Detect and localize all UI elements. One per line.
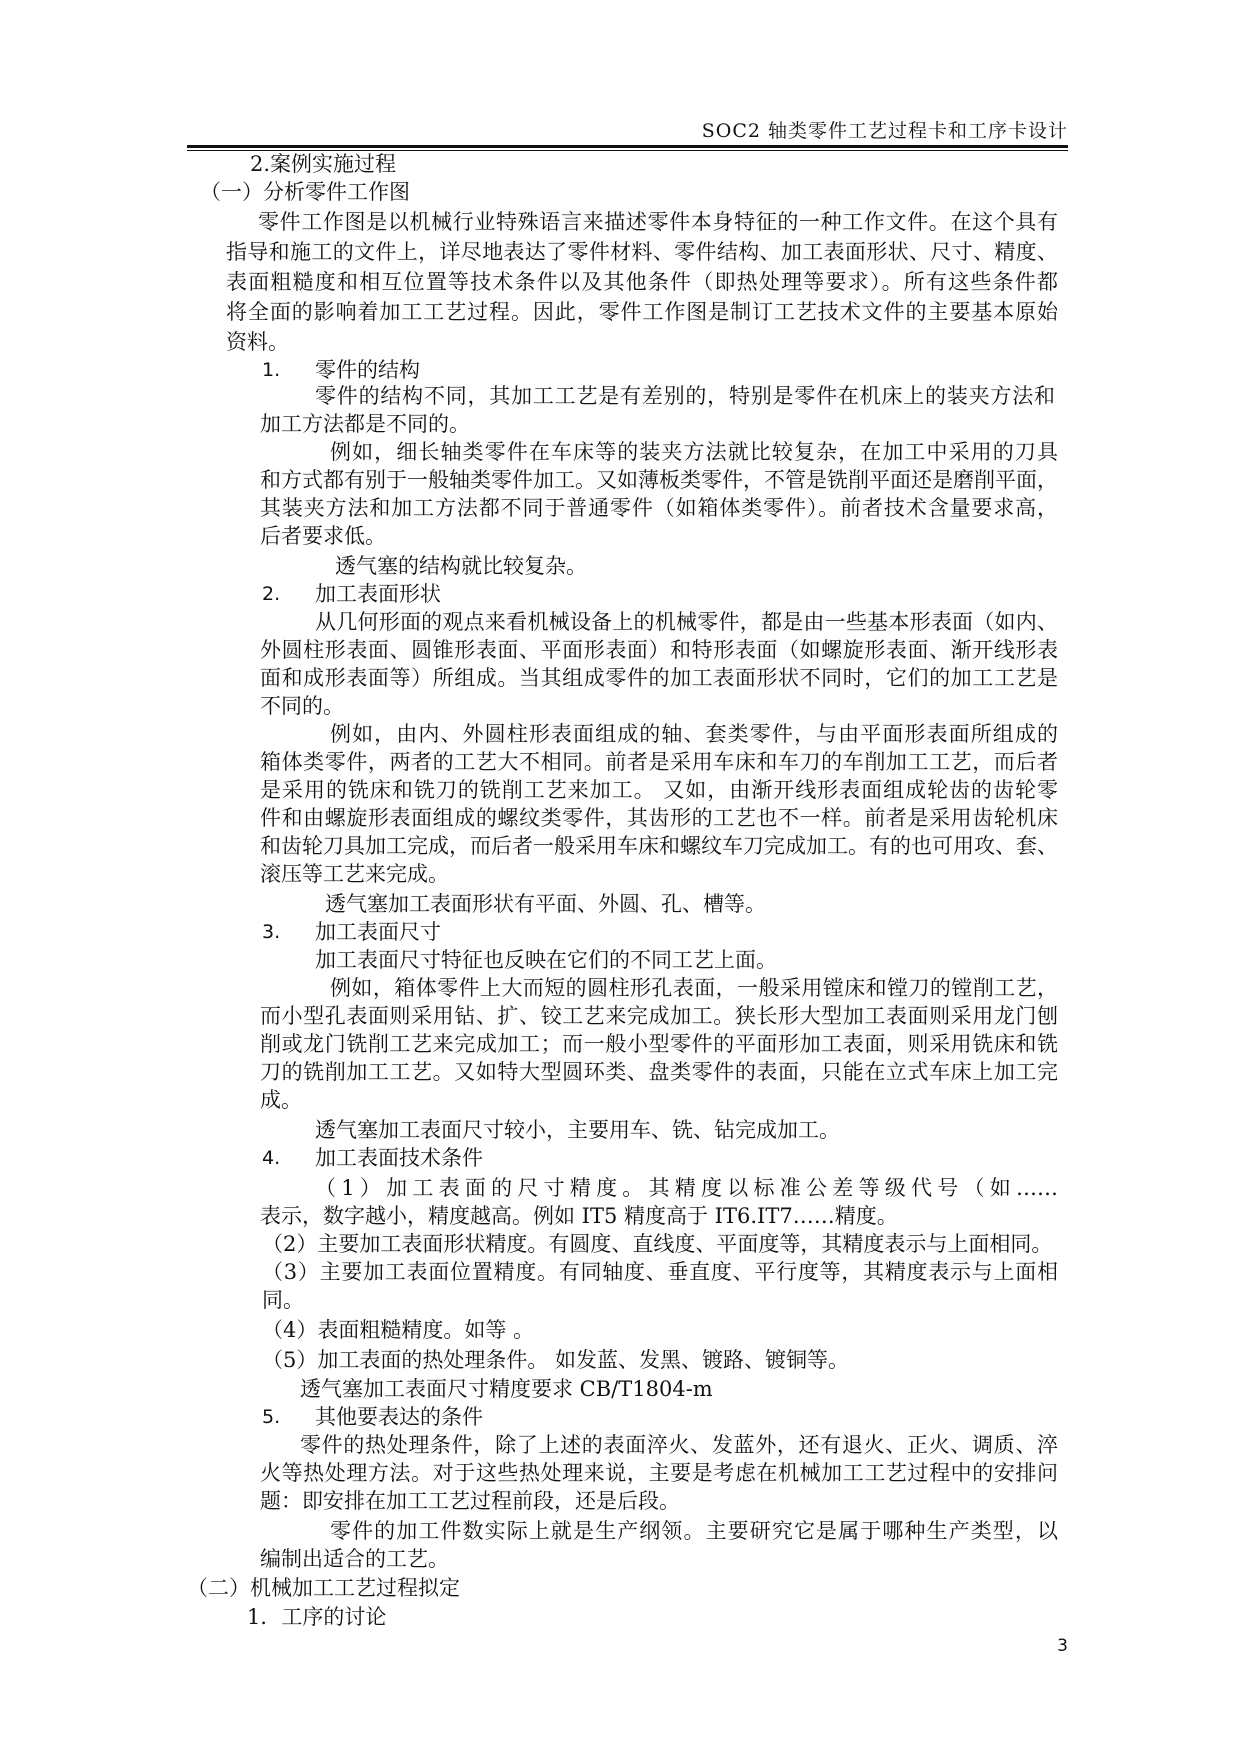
text-line: （5）加工表面的热处理条件。 如发蓝、发黑、镀路、镀铜等。 bbox=[262, 1348, 850, 1372]
text-line: （2）主要加工表面形状精度。有圆度、直线度、平面度等，其精度表示与上面相同。 bbox=[262, 1232, 1053, 1256]
text-line: 而小型孔表面则采用钻、扩、铰工艺来完成加工。狭长形大型加工表面则采用龙门刨 bbox=[260, 1004, 1058, 1028]
text-line: 例如，由内、外圆柱形表面组成的轴、套类零件，与由平面形表面所组成的 bbox=[330, 722, 1058, 746]
text-line: 零件的结构 bbox=[315, 358, 420, 382]
text-line: （4）表面粗糙精度。如等 。 bbox=[262, 1318, 535, 1342]
text-line: 和齿轮刀具加工完成，而后者一般采用车床和螺纹车刀完成加工。有的也可用攻、套、 bbox=[260, 834, 1058, 858]
text-line: 透气塞加工表面形状有平面、外圆、孔、槽等。 bbox=[325, 892, 766, 916]
text-line: 透气塞加工表面尺寸精度要求 CB/T1804-m bbox=[300, 1377, 713, 1401]
running-header: SOC2 轴类零件工艺过程卡和工序卡设计 bbox=[701, 120, 1068, 142]
list-number: 1. bbox=[262, 359, 281, 381]
text-line: 题：即安排在加工工艺过程前段，还是后段。 bbox=[260, 1489, 680, 1513]
text-line: 件和由螺旋形表面组成的螺纹类零件，其齿形的工艺也不一样。前者是采用齿轮机床 bbox=[260, 806, 1058, 830]
text-line: 同。 bbox=[262, 1288, 304, 1312]
text-line: （二）机械加工工艺过程拟定 bbox=[187, 1576, 460, 1600]
text-line: 其装夹方法和加工方法都不同于普通零件（如箱体类零件）。前者技术含量要求高， bbox=[260, 496, 1058, 520]
text-line: 是采用的铣床和铣刀的铣削工艺来加工。 又如，由渐开线形表面组成轮齿的齿轮零 bbox=[260, 778, 1058, 802]
text-line: 表示，数字越小，精度越高。例如 IT5 精度高于 IT6.IT7……精度。 bbox=[260, 1204, 898, 1228]
text-line: 将全面的影响着加工工艺过程。因此，零件工作图是制订工艺技术文件的主要基本原始 bbox=[226, 300, 1058, 324]
text-line: 表面粗糙度和相互位置等技术条件以及其他条件（即热处理等要求）。所有这些条件都 bbox=[226, 270, 1058, 294]
text-line: 例如，箱体零件上大而短的圆柱形孔表面，一般采用镗床和镗刀的镗削工艺， bbox=[330, 976, 1058, 1000]
text-line: 削或龙门铣削工艺来完成加工；而一般小型零件的平面形加工表面，则采用铣床和铣 bbox=[260, 1032, 1058, 1056]
text-line: 透气塞的结构就比较复杂。 bbox=[335, 554, 587, 578]
text-line: （一）分析零件工作图 bbox=[200, 180, 410, 204]
text-line: 从几何形面的观点来看机械设备上的机械零件，都是由一些基本形表面（如内、 bbox=[315, 610, 1058, 634]
page-number: 3 bbox=[1057, 1636, 1068, 1656]
text-line: 面和成形表面等）所组成。当其组成零件的加工表面形状不同时，它们的加工工艺是 bbox=[260, 666, 1058, 690]
header-rule-thick bbox=[187, 145, 1068, 148]
text-line: 加工表面尺寸特征也反映在它们的不同工艺上面。 bbox=[315, 948, 777, 972]
list-number: 3. bbox=[262, 921, 281, 943]
text-line: 透气塞加工表面尺寸较小，主要用车、铣、钻完成加工。 bbox=[315, 1118, 840, 1142]
text-line: （3）主要加工表面位置精度。有同轴度、垂直度、平行度等，其精度表示与上面相 bbox=[262, 1260, 1058, 1284]
text-line: 加工表面形状 bbox=[315, 582, 441, 606]
text-line: 火等热处理方法。对于这些热处理来说，主要是考虑在机械加工工艺过程中的安排问 bbox=[260, 1461, 1058, 1485]
text-line: 后者要求低。 bbox=[260, 524, 386, 548]
text-line: 和方式都有别于一般轴类零件加工。又如薄板类零件，不管是铣削平面还是磨削平面， bbox=[260, 468, 1058, 492]
text-line: （1）加工表面的尺寸精度。其精度以标准公差等级代号（如…… bbox=[315, 1176, 1058, 1200]
text-line: 编制出适合的工艺。 bbox=[260, 1547, 449, 1571]
list-number: 5. bbox=[262, 1406, 281, 1428]
list-number: 2. bbox=[262, 583, 281, 605]
list-number: 4. bbox=[262, 1147, 281, 1169]
text-line: 箱体类零件，两者的工艺大不相同。前者是采用车床和车刀的车削加工工艺，而后者 bbox=[260, 750, 1058, 774]
text-line: 成。 bbox=[260, 1088, 302, 1112]
text-line: 加工表面技术条件 bbox=[315, 1146, 483, 1170]
text-line: 零件的加工件数实际上就是生产纲领。主要研究它是属于哪种生产类型，以 bbox=[330, 1519, 1058, 1543]
text-line: 刀的铣削加工工艺。又如特大型圆环类、盘类零件的表面，只能在立式车床上加工完 bbox=[260, 1060, 1058, 1084]
text-line: 零件的结构不同，其加工工艺是有差别的，特别是零件在机床上的装夹方法和 bbox=[315, 384, 1055, 408]
text-line: 加工表面尺寸 bbox=[315, 920, 441, 944]
text-line: 2.案例实施过程 bbox=[250, 152, 397, 176]
text-line: 零件工作图是以机械行业特殊语言来描述零件本身特征的一种工作文件。在这个具有 bbox=[258, 210, 1058, 234]
text-line: 外圆柱形表面、圆锥形表面、平面形表面）和特形表面（如螺旋形表面、渐开线形表 bbox=[260, 638, 1058, 662]
text-line: 例如，细长轴类零件在车床等的装夹方法就比较复杂，在加工中采用的刀具 bbox=[330, 440, 1058, 464]
text-line: 不同的。 bbox=[260, 694, 344, 718]
text-line: 指导和施工的文件上，详尽地表达了零件材料、零件结构、加工表面形状、尺寸、精度、 bbox=[226, 240, 1058, 264]
text-line: 加工方法都是不同的。 bbox=[260, 412, 470, 436]
text-line: 资料。 bbox=[226, 330, 289, 354]
text-line: 滚压等工艺来完成。 bbox=[260, 862, 449, 886]
text-line: 其他要表达的条件 bbox=[315, 1405, 483, 1429]
text-line: 1．工序的讨论 bbox=[247, 1605, 387, 1629]
text-line: 零件的热处理条件，除了上述的表面淬火、发蓝外，还有退火、正火、调质、淬 bbox=[300, 1433, 1058, 1457]
